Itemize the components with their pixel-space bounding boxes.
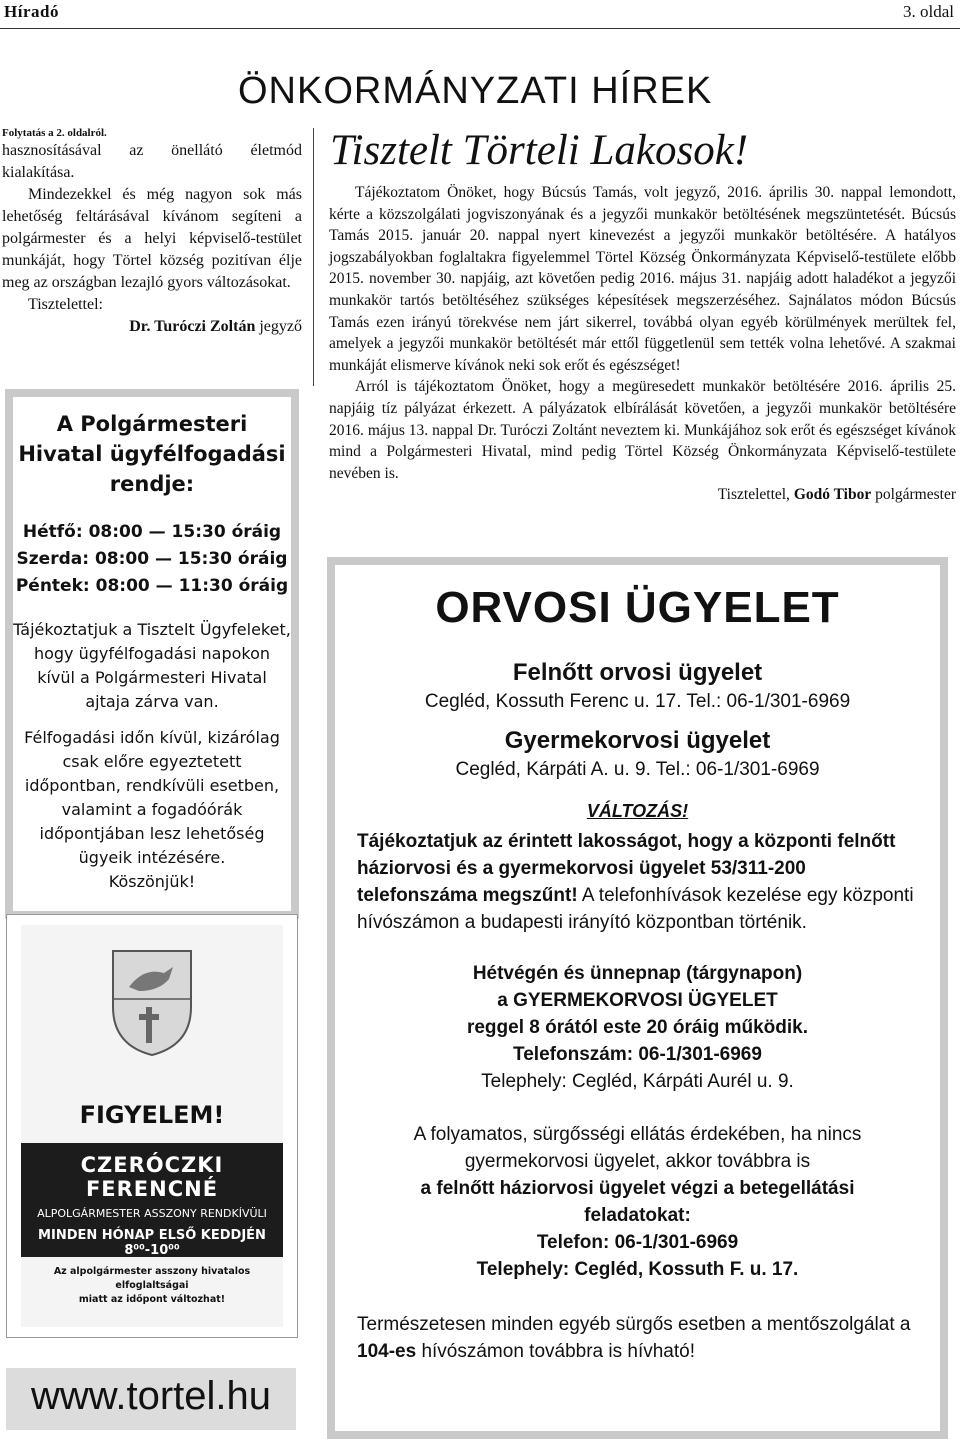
weekend-line2: a GYERMEKORVOSI ÜGYELET	[497, 990, 778, 1011]
weekend-block	[335, 960, 940, 1095]
newspaper-name: Híradó	[4, 2, 59, 21]
continuity-block	[335, 1121, 940, 1283]
medical-title: ORVOSI ÜGYELET	[435, 583, 840, 632]
change-rest-text: A telefonhívások kezelése egy központi hívószámon a budapesti irányító központban történik.	[357, 885, 914, 933]
poster-schedule: MINDEN HÓNAP ELSŐ KEDDJÉN 8⁰⁰-10⁰⁰	[38, 1228, 266, 1258]
letter-paragraph-2: Arról is tájékoztatom Önöket, hogy a megüresedett munkakör betöltésére 2016. április 25. napjáig tíz pályázat érkezett. A pályázatok elbírálását követően, a jegyzői munkakör betöltésére 2016. május 13. nappal Dr. Turóczi Zoltánt neveztem ki. Munkájához sok erőt és egészséget kívánok mind a Polgármesteri Hivatal, mind pedig Törtel Község Önkormányzata Képviselő-testülete nevében is.	[329, 378, 956, 482]
signature	[2, 316, 302, 338]
adult-duty-title: Felnőtt orvosi ügyelet	[512, 659, 763, 686]
letter-paragraph-1: Tájékoztatom Önöket, hogy Búcsús Tamás, volt jegyző, 2016. április 30. nappal lemondott, kérte a közszolgálati jogviszonyának és a jegyzői munkakör betöltésének megszüntetését. Búcsús Tamás 2015. január 20. nappal nyert kinevezést a jegyzői munkakör betöltésére. A hatályos jogszabályokban foglaltakra figyelemmel Törtel Község Önkormányzata Képviselő-testülete előbb 2015. november 30. napjáig, azt követően pedig 2016. május 31. napjáig adott haladékot a jegyzői munkakör tartós betöltéséhez szükséges képesítések megszerzéséhez. Sajnálatos módon Búcsús Tamás ezen irányú törekvése nem járt sikerrel, továbbá olyan egyéb körülmények merültek fel, amelyek a jegyzői munkakör betöltését már ettől függetlenül sem tették volna lehetővé. A szakmai munkáját elismerve kívánok neki sok erőt és egészséget!	[329, 184, 956, 374]
poster-alert: FIGYELEM!	[79, 1101, 225, 1129]
poster-notice-line1: Az alpolgármester asszony hivatalos elfoglaltságai	[53, 1266, 251, 1291]
poster-notice-line2: miatt az időpont változhat!	[78, 1294, 226, 1305]
header-divider	[0, 28, 960, 29]
child-duty-address: Cegléd, Kárpáti A. u. 9. Tel.: 06-1/301-6969	[455, 759, 820, 780]
hours-wednesday: Szerda: 08:00 — 15:30 óráig	[16, 549, 288, 569]
coat-of-arms-icon	[109, 947, 195, 1057]
change-paragraph	[357, 828, 918, 936]
poster-band	[21, 1143, 283, 1257]
signer-role: jegyző	[259, 318, 302, 335]
mayor-role: polgármester	[875, 486, 956, 504]
hours-monday: Hétfő: 08:00 — 15:30 óráig	[22, 522, 282, 542]
continuity-line1: A folyamatos, sürgősségi ellátás érdekében, ha nincs gyermekorvosi ügyelet, akkor továbbra is	[413, 1124, 862, 1172]
child-duty-title: Gyermekorvosi ügyelet	[504, 727, 771, 754]
weekend-site: Telephely: Cegléd, Kárpáti Aurél u. 9.	[481, 1071, 794, 1092]
column-divider	[313, 128, 314, 386]
letter-signature	[329, 484, 956, 506]
poster-notice	[21, 1265, 283, 1307]
office-hours-list	[13, 519, 291, 600]
page-number: 3. oldal	[903, 2, 954, 21]
office-hours-box	[5, 389, 299, 919]
website-box	[6, 1368, 296, 1430]
continued-note: Folytatás a 2. oldalról.	[2, 127, 107, 139]
weekend-line1: Hétvégén és ünnepnap (tárgynapon)	[472, 963, 803, 984]
mayor-letter	[329, 182, 956, 506]
weekend-line3: reggel 8 órától este 20 óráig működik.	[466, 1017, 809, 1038]
continuity-phone: Telefon: 06-1/301-6969	[536, 1232, 739, 1253]
poster-role: ALPOLGÁRMESTER ASSZONY RENDKÍVÜLI	[37, 1207, 267, 1220]
office-hours-title: A Polgármesteri Hivatal ügyfélfogadási rendje:	[18, 412, 286, 496]
hours-friday: Péntek: 08:00 — 11:30 óráig	[15, 576, 289, 596]
continuity-site: Telephely: Cegléd, Kossuth F. u. 17.	[476, 1259, 799, 1280]
medical-duty-box	[327, 557, 948, 1439]
ambulance-note	[357, 1311, 918, 1365]
weekend-phone: Telefonszám: 06-1/301-6969	[513, 1044, 762, 1065]
ambulance-text-c: hívószámon továbbra is hívható!	[421, 1341, 695, 1362]
article-paragraph: Mindezekkel és még nagyon sok más lehetőség feltárásával kívánom segíteni a polgármester és a helyi képviselő-testület munkáját, hogy Törtel község pozitívan élje meg az országban lezajló gyors változásokat.	[2, 186, 302, 291]
office-info-2: Félfogadási időn kívül, kizárólag csak előre egyeztetett időpontban, rendkívüli esetben, valamint a fogadóórák időpontjában lesz lehetőség ügyeik intézésére.	[24, 728, 280, 867]
article-line: hasznosításával az önellátó életmód kialakítása.	[2, 142, 302, 181]
adult-duty-address: Cegléd, Kossuth Ferenc u. 17. Tel.: 06-1/301-6969	[424, 691, 851, 712]
continuity-line2: a felnőtt háziorvosi ügyelet végzi a betegellátási feladatokat:	[420, 1178, 855, 1226]
letter-greeting: Tisztelt Törteli Lakosok!	[330, 127, 749, 174]
website-link[interactable]: www.tortel.hu	[30, 1374, 272, 1418]
signature-prefix: Tisztelettel,	[717, 486, 790, 504]
ambulance-number: 104-es	[357, 1341, 417, 1362]
office-info: Tájékoztatjuk a Tisztelt Ügyfeleket, hogy ügyfélfogadási napokon kívül a Polgármesteri Hivatal ajtaja zárva van.	[13, 620, 291, 711]
left-article	[2, 126, 302, 338]
closing: Tisztelettel:	[28, 296, 103, 313]
mayor-name: Godó Tibor	[793, 486, 872, 504]
ambulance-text-a: Természetesen minden egyéb sürgős esetben a mentőszolgálat a	[357, 1314, 911, 1335]
change-heading: VÁLTOZÁS!	[586, 801, 689, 821]
poster-name: CZERÓCZKI FERENCNÉ	[80, 1153, 224, 1201]
thanks: Köszönjük!	[108, 872, 196, 891]
change-bold-text: Tájékoztatjuk az érintett lakosságot, hogy a központi felnőtt háziorvosi és a gyermekorvosi ügyelet 53/311-200 telefonszáma megszűnt!	[357, 831, 896, 906]
section-title: ÖNKORMÁNYZATI HÍREK	[238, 70, 713, 112]
deputy-mayor-poster	[6, 914, 298, 1338]
signer-name: Dr. Turóczi Zoltán	[129, 318, 256, 335]
